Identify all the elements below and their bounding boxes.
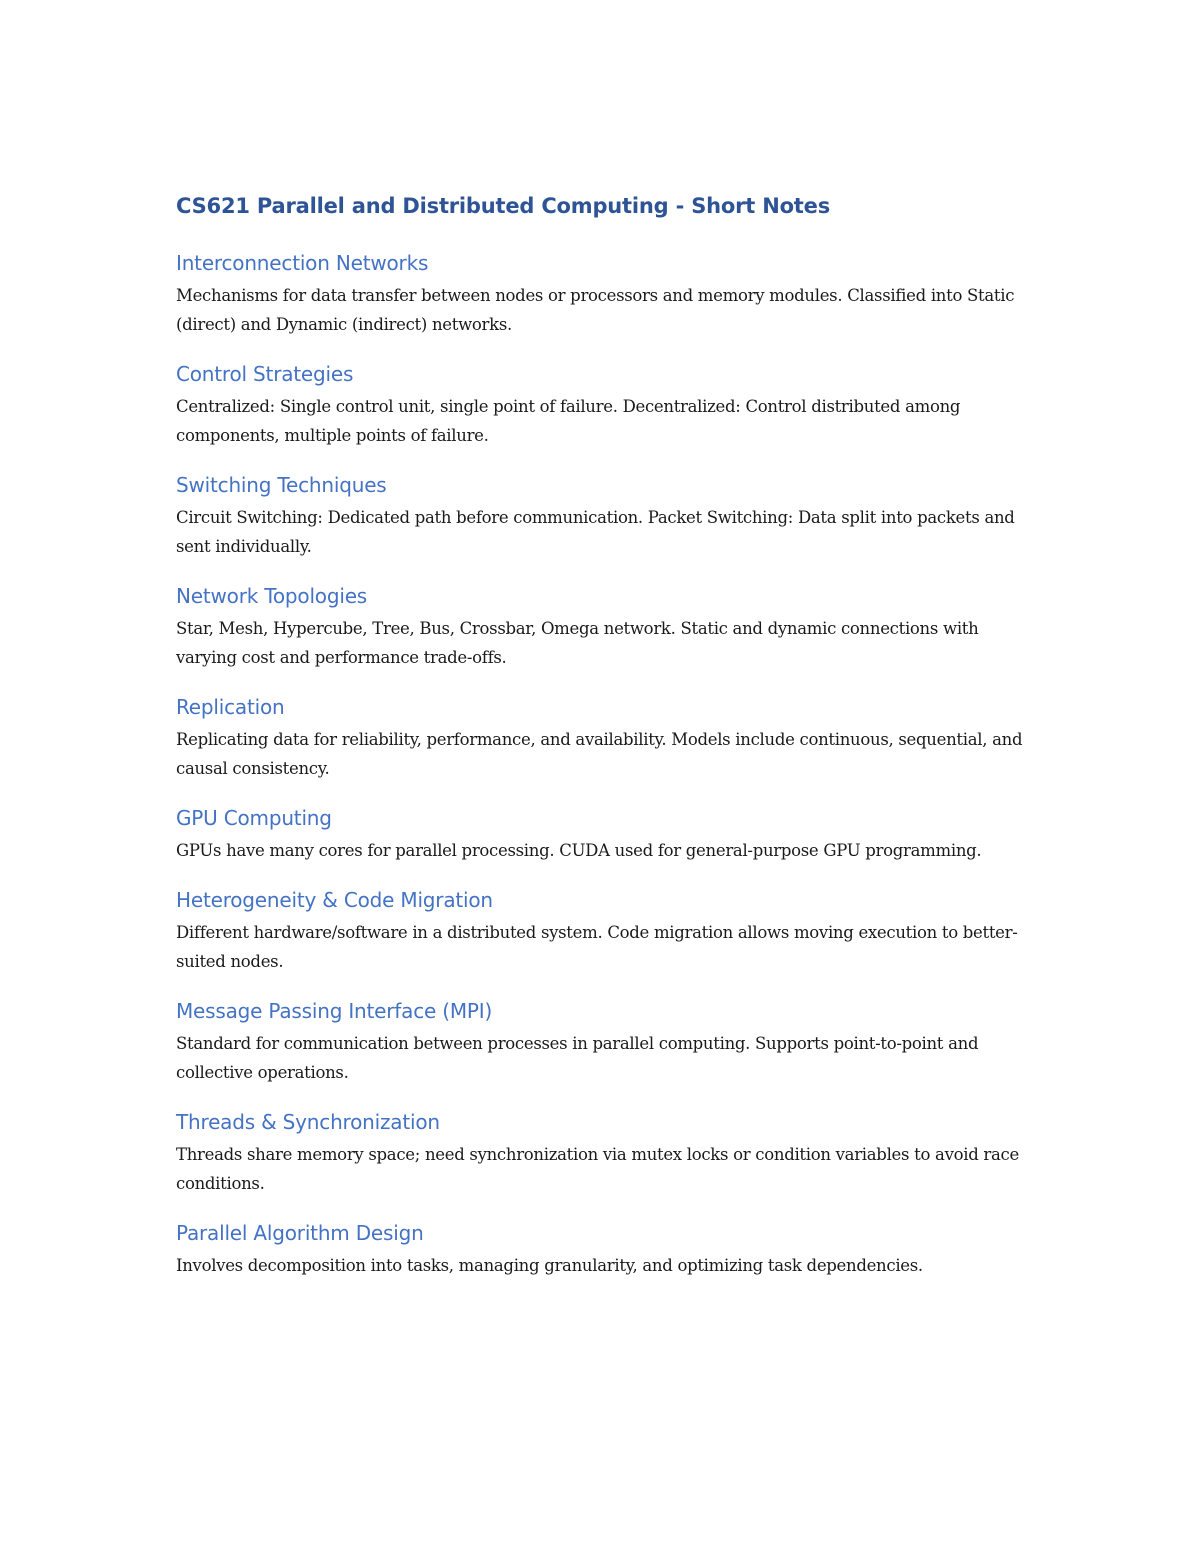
section-heading: Threads & Synchronization: [176, 1110, 440, 1134]
section-heading: Heterogeneity & Code Migration: [176, 888, 493, 912]
section-heading: Control Strategies: [176, 362, 354, 386]
section-heading: Interconnection Networks: [176, 251, 429, 275]
section-heterogeneity-code-migration: [176, 885, 1026, 976]
section-body: Centralized: Single control unit, single point of failure. Decentralized: Control distributed among components, multiple points of failure.: [176, 397, 961, 445]
section-body: Circuit Switching: Dedicated path before communication. Packet Switching: Data split into packets and sent individually.: [176, 508, 1015, 556]
section-heading: Parallel Algorithm Design: [176, 1221, 424, 1245]
section-interconnection-networks: [176, 248, 1026, 339]
section-message-passing-interface: [176, 996, 1026, 1087]
section-body: GPUs have many cores for parallel processing. CUDA used for general-purpose GPU programming.: [176, 841, 982, 860]
section-heading: Message Passing Interface (MPI): [176, 999, 493, 1023]
section-heading: Switching Techniques: [176, 473, 387, 497]
section-body: Different hardware/software in a distributed system. Code migration allows moving execution to better-suited nodes.: [176, 923, 1018, 971]
document-content: [176, 190, 1026, 1300]
section-network-topologies: [176, 581, 1026, 672]
section-gpu-computing: [176, 803, 1026, 865]
section-body: Mechanisms for data transfer between nodes or processors and memory modules. Classified into Static (direct) and Dynamic (indirect) networks.: [176, 286, 1015, 334]
section-control-strategies: [176, 359, 1026, 450]
section-body: Threads share memory space; need synchronization via mutex locks or condition variables to avoid race conditions.: [176, 1145, 1019, 1193]
section-body: Involves decomposition into tasks, managing granularity, and optimizing task dependencies.: [176, 1256, 923, 1275]
section-heading: Replication: [176, 695, 285, 719]
section-body: Standard for communication between processes in parallel computing. Supports point-to-point and collective operations.: [176, 1034, 979, 1082]
section-threads-synchronization: [176, 1107, 1026, 1198]
section-body: Replicating data for reliability, performance, and availability. Models include continuous, sequential, and causal consistency.: [176, 730, 1023, 778]
section-heading: Network Topologies: [176, 584, 368, 608]
section-switching-techniques: [176, 470, 1026, 561]
section-replication: [176, 692, 1026, 783]
section-body: Star, Mesh, Hypercube, Tree, Bus, Crossbar, Omega network. Static and dynamic connections with varying cost and performance trade-offs.: [176, 619, 979, 667]
document-title: CS621 Parallel and Distributed Computing - Short Notes: [176, 194, 830, 218]
section-heading: GPU Computing: [176, 806, 332, 830]
section-parallel-algorithm-design: [176, 1218, 1026, 1280]
